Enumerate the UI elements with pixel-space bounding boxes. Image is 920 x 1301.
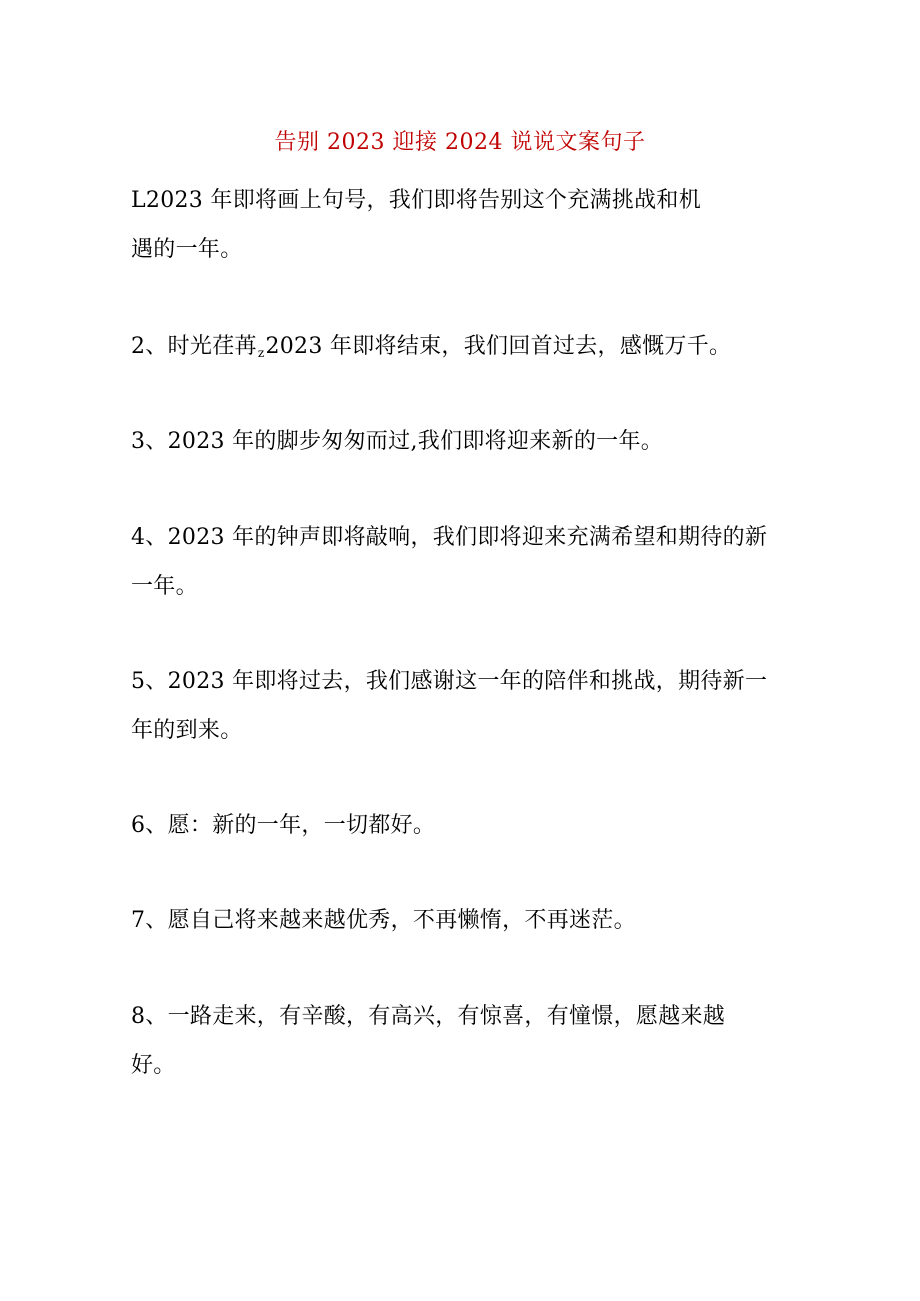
list-item-8-line-2: 好。: [131, 1053, 176, 1078]
list-item-2-subscript: z: [257, 346, 265, 360]
list-item-6: [131, 801, 791, 850]
list-item-8-line-1: 8、一路走来，有辛酸，有高兴，有惊喜，有憧憬，愿越来越: [131, 1004, 726, 1029]
list-item-7-line-1: 7、愿自己将来越来越优秀，不再懒惰，不再迷茫。: [131, 908, 636, 933]
list-item-4: [131, 513, 791, 611]
list-item-4-line-1: 4、2023 年的钟声即将敲响，我们即将迎来充满希望和期待的新: [131, 525, 768, 550]
list-item-3: [131, 417, 791, 466]
list-item-3-line-1: 3、2023 年的脚步匆匆而过,我们即将迎来新的一年。: [131, 429, 664, 454]
list-item-2-line-1: [131, 322, 791, 378]
list-item-1: [131, 176, 791, 274]
list-item-4-line-2: 一年。: [131, 574, 198, 599]
list-item-2-text-end: 2023 年即将结束，我们回首过去，感慨万千。: [265, 334, 732, 359]
list-item-5-line-1: 5、2023 年即将过去，我们感谢这一年的陪伴和挑战，期待新一: [131, 669, 768, 694]
document-title: 告别 2023 迎接 2024 说说文案句子: [274, 130, 646, 155]
list-item-6-line-1: 6、愿：新的一年，一切都好。: [131, 813, 436, 838]
list-item-2-text-start: 2、时光荏苒: [131, 334, 257, 359]
list-item-5-line-2: 年的到来。: [131, 718, 243, 743]
list-item-8: [131, 992, 791, 1090]
list-item-1-line-2: 遇的一年。: [131, 237, 243, 262]
list-item-7: [131, 896, 791, 945]
list-item-5: [131, 657, 791, 755]
list-item-1-line-1: L2023 年即将画上句号，我们即将告别这个充满挑战和机: [131, 188, 701, 213]
list-item-2: [131, 322, 791, 378]
